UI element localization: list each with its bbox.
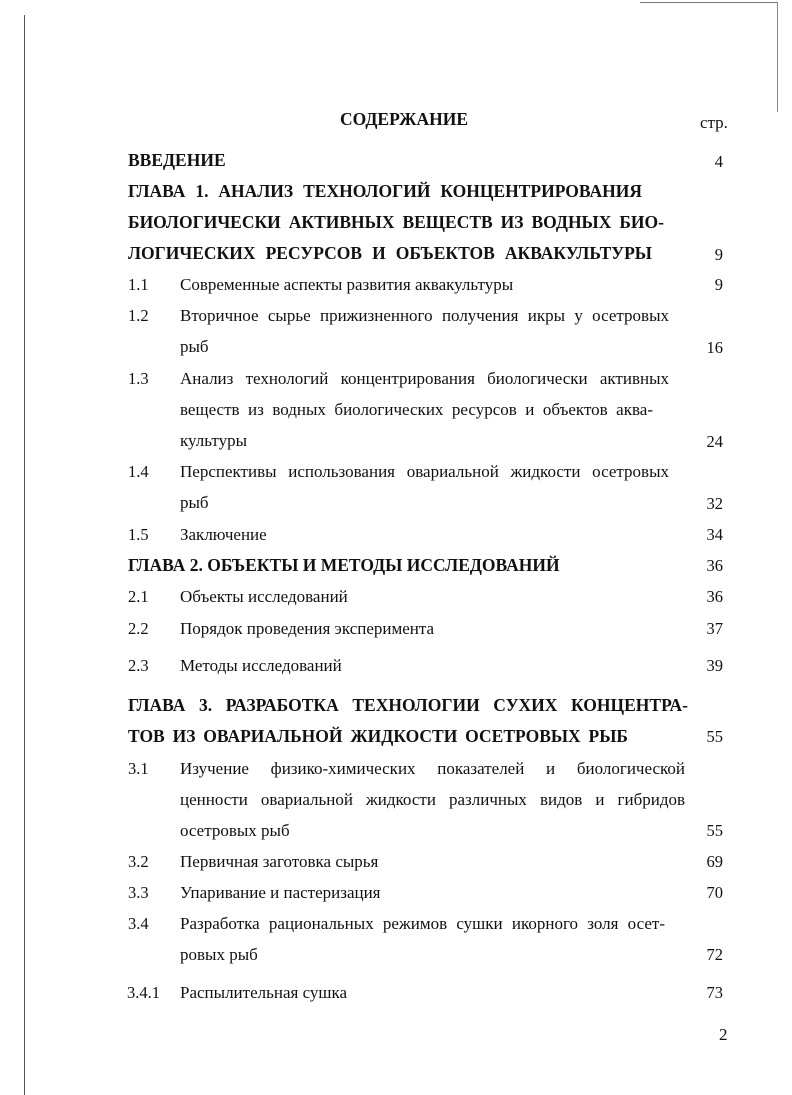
toc-2-1-title: Объекты исследований <box>180 587 348 606</box>
toc-ch3-line2: ТОВ ИЗ ОВАРИАЛЬНОЙ ЖИДКОСТИ ОСЕТРОВЫХ РЫБ <box>128 726 628 746</box>
toc-1-2-title-line1: Вторичное сырье прижизненного получения икры у осетровых <box>180 306 669 325</box>
toc-3-2-page: 69 <box>706 852 723 871</box>
toc-3-4-page: 72 <box>706 945 723 964</box>
toc-3-1-title-line2: ценности овариальной жидкости различных видов и гибридов <box>180 790 685 809</box>
scan-edge-right <box>777 2 778 112</box>
toc-1-3-title-line3: культуры <box>180 431 247 450</box>
toc-3-2-title: Первичная заготовка сырья <box>180 852 379 871</box>
toc-1-2-page: 16 <box>706 338 723 357</box>
toc-3-4-1-page: 73 <box>706 983 723 1002</box>
toc-2-1-number: 2.1 <box>128 587 149 606</box>
toc-1-1-number: 1.1 <box>128 275 149 294</box>
toc-3-3-number: 3.3 <box>128 883 149 902</box>
scan-edge-top <box>640 2 778 3</box>
toc-1-3-title-line1: Анализ технологий концентрирования биологически активных <box>180 369 669 388</box>
toc-2-1-page: 36 <box>706 587 723 606</box>
toc-2-3-number: 2.3 <box>128 656 149 675</box>
toc-1-2-number: 1.2 <box>128 306 149 325</box>
page-column-header: стр. <box>700 113 728 132</box>
toc-3-4-1-title: Распылительная сушка <box>180 983 348 1002</box>
toc-3-1-title-line1: Изучение физико-химических показателей и биологической <box>180 759 685 778</box>
toc-3-4-title-line2: ровых рыб <box>180 945 258 964</box>
toc-ch1-line1: ГЛАВА 1. АНАЛИЗ ТЕХНОЛОГИЙ КОНЦЕНТРИРОВАНИЯ <box>128 181 642 201</box>
toc-1-4-page: 32 <box>706 494 723 513</box>
toc-1-4-number: 1.4 <box>128 462 149 481</box>
toc-3-1-page: 55 <box>706 821 723 840</box>
toc-ch3-page: 55 <box>706 727 723 746</box>
toc-1-5-title: Заключение <box>180 525 267 544</box>
toc-ch1-page: 9 <box>714 245 723 264</box>
toc-1-1-page: 9 <box>714 275 723 294</box>
toc-1-1-title: Современные аспекты развития аквакультуры <box>180 275 514 294</box>
toc-3-1-number: 3.1 <box>128 759 149 778</box>
toc-intro-page: 4 <box>714 152 723 171</box>
toc-1-3-title-line2: веществ из водных биологических ресурсов и объектов аква- <box>180 400 653 419</box>
toc-2-2-page: 37 <box>706 619 723 638</box>
toc-1-4-title-line1: Перспективы использования овариальной жидкости осетровых <box>180 462 669 481</box>
toc-3-4-number: 3.4 <box>128 914 149 933</box>
toc-ch1-line2: БИОЛОГИЧЕСКИ АКТИВНЫХ ВЕЩЕСТВ ИЗ ВОДНЫХ БИО- <box>128 212 664 232</box>
toc-1-5-page: 34 <box>706 525 723 544</box>
toc-3-3-title: Упаривание и пастеризация <box>180 883 381 902</box>
toc-2-3-title: Методы исследований <box>180 656 342 675</box>
toc-ch3-line1: ГЛАВА 3. РАЗРАБОТКА ТЕХНОЛОГИИ СУХИХ КОНЦЕНТРА- <box>128 695 688 715</box>
toc-3-4-title-line1: Разработка рациональных режимов сушки икорного золя осет- <box>180 914 665 933</box>
toc-2-3-page: 39 <box>706 656 723 675</box>
toc-3-2-number: 3.2 <box>128 852 149 871</box>
toc-ch1-line3: ЛОГИЧЕСКИХ РЕСУРСОВ И ОБЪЕКТОВ АКВАКУЛЬТУРЫ <box>128 243 652 263</box>
toc-1-3-number: 1.3 <box>128 369 149 388</box>
page-number: 2 <box>719 1025 728 1044</box>
toc-ch2-page: 36 <box>706 556 723 575</box>
toc-3-3-page: 70 <box>706 883 723 902</box>
toc-intro-title: ВВЕДЕНИЕ <box>128 150 226 170</box>
scan-edge-left <box>24 15 25 1095</box>
toc-3-1-title-line3: осетровых рыб <box>180 821 290 840</box>
toc-1-5-number: 1.5 <box>128 525 149 544</box>
toc-1-2-title-line2: рыб <box>180 337 209 356</box>
toc-3-4-1-number: 3.4.1 <box>127 983 160 1002</box>
toc-ch2-title: ГЛАВА 2. ОБЪЕКТЫ И МЕТОДЫ ИССЛЕДОВАНИЙ <box>128 555 560 575</box>
toc-2-2-title: Порядок проведения эксперимента <box>180 619 435 638</box>
page-title: СОДЕРЖАНИЕ <box>340 109 469 129</box>
toc-2-2-number: 2.2 <box>128 619 149 638</box>
toc-1-3-page: 24 <box>706 432 723 451</box>
toc-1-4-title-line2: рыб <box>180 493 209 512</box>
